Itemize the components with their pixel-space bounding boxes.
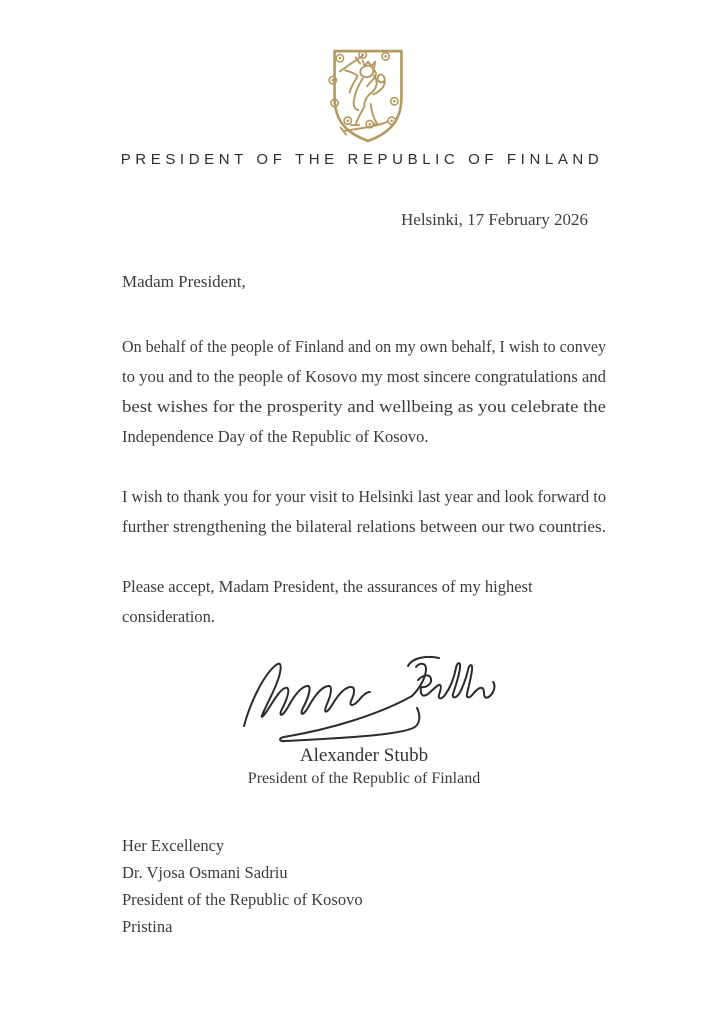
signer-title: President of the Republic of Finland — [247, 770, 481, 787]
signature-handwriting-icon — [240, 650, 504, 745]
paragraph-1 — [122, 332, 606, 452]
body-line: best wishes for the prosperity and wellbeing as you celebrate the — [122, 397, 606, 416]
dateline: Helsinki, 17 February 2026 — [401, 210, 588, 229]
body-line: On behalf of the people of Finland and on my own behalf, I wish to convey — [122, 337, 606, 356]
finland-coat-of-arms-icon — [324, 46, 412, 146]
paragraph-3 — [122, 572, 606, 632]
body-line: further strengthening the bilateral relations between our two countries. — [122, 517, 606, 536]
recipient-line: Dr. Vjosa Osmani Sadriu — [122, 863, 288, 882]
letterhead-title: PRESIDENT OF THE REPUBLIC OF FINLAND — [120, 151, 604, 168]
recipient-line: President of the Republic of Kosovo — [122, 890, 363, 909]
signer-name: Alexander Stubb — [299, 745, 429, 766]
recipient-address-block — [122, 832, 606, 940]
paragraph-2 — [122, 482, 606, 542]
body-line: consideration. — [122, 607, 216, 626]
body-line: I wish to thank you for your visit to Helsinki last year and look forward to — [122, 487, 606, 506]
recipient-line: Her Excellency — [122, 836, 225, 855]
recipient-line: Pristina — [122, 917, 173, 936]
body-line: Independence Day of the Republic of Kosovo. — [122, 427, 429, 446]
body-line: to you and to the people of Kosovo my most sincere congratulations and — [122, 367, 606, 386]
body-line: Please accept, Madam President, the assurances of my highest — [122, 577, 533, 596]
salutation: Madam President, — [122, 272, 246, 291]
